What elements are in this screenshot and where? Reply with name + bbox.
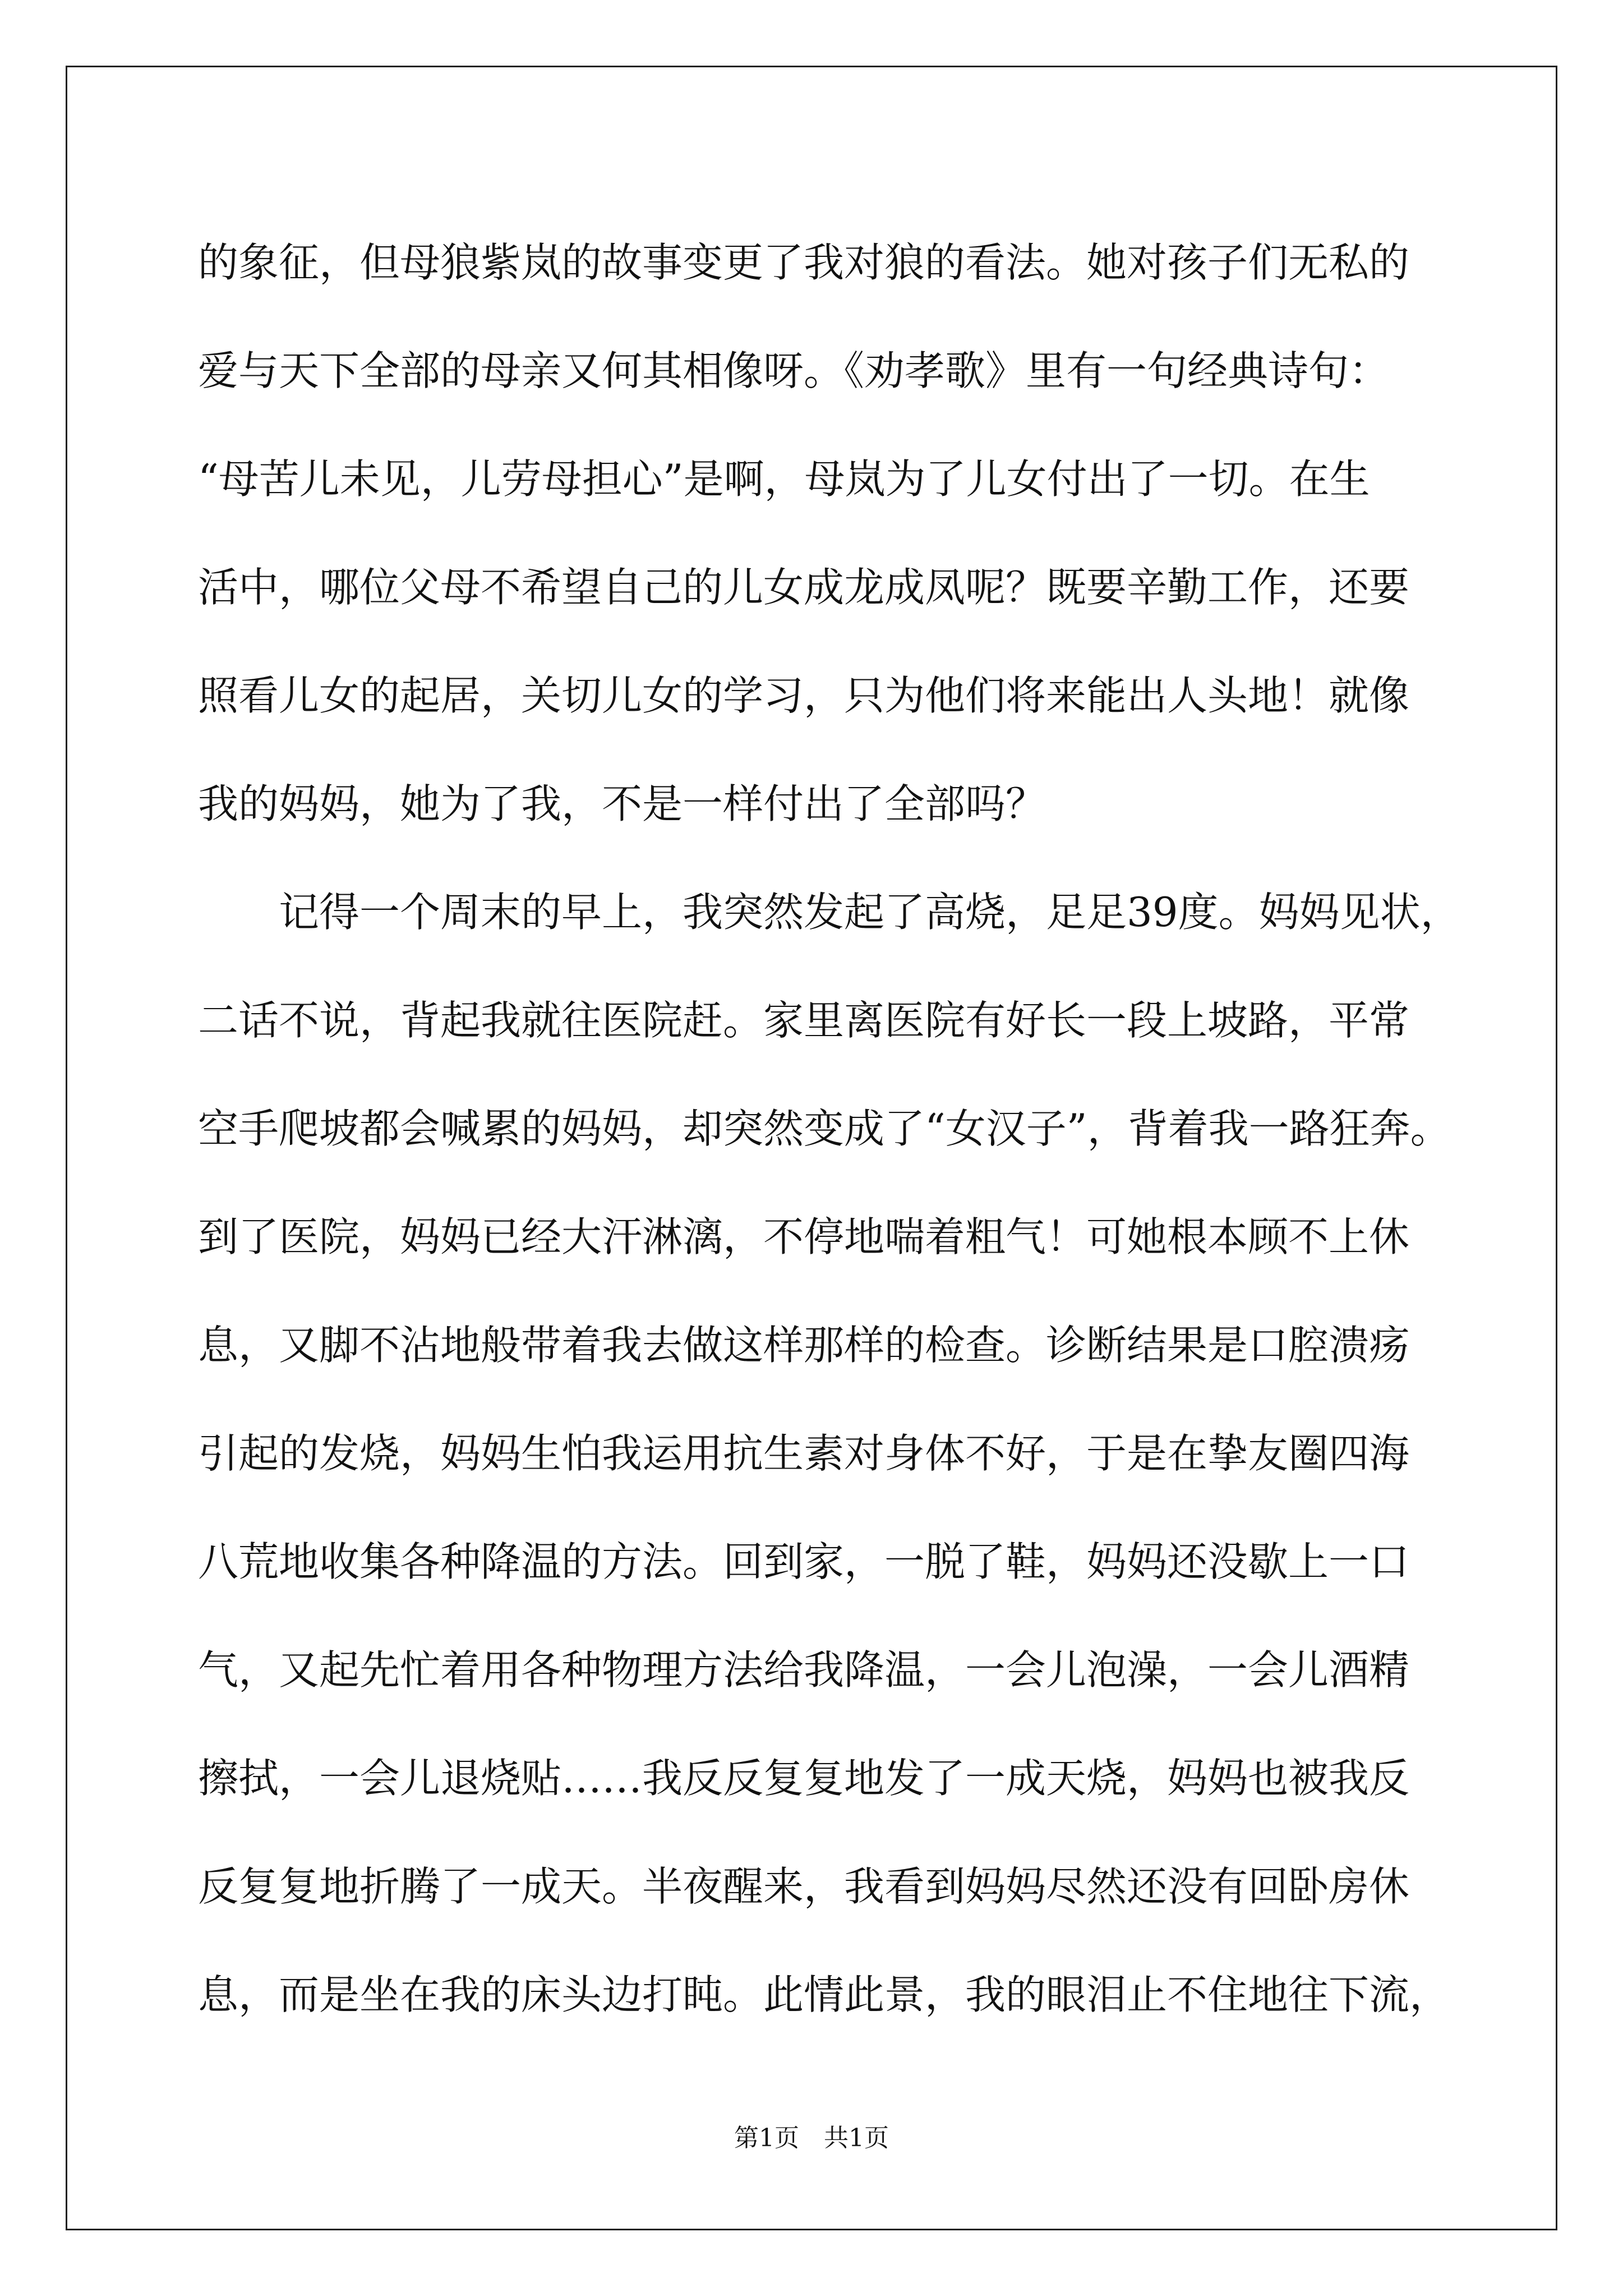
text-line: 照看儿女的起居，关切儿女的学习，只为他们将来能出人头地！就像 (198, 672, 1410, 719)
text-line: 息，而是坐在我的床头边打盹。此情此景，我的眼泪止不住地往下流， (198, 1971, 1450, 2018)
text-line: 到了医院，妈妈已经大汗淋漓，不停地喘着粗气！可她根本顾不上休 (198, 1213, 1410, 1260)
page-footer (0, 2122, 1623, 2155)
text-line: 反复复地折腾了一成天。半夜醒来，我看到妈妈尽然还没有回卧房休 (198, 1863, 1410, 1910)
page-number-total: 共1页 (824, 2124, 889, 2152)
text-line: 引起的发烧，妈妈生怕我运用抗生素对身体不好，于是在挚友圈四海 (198, 1430, 1410, 1477)
text-line: 擦拭，一会儿退烧贴……我反反复复地发了一成天烧，妈妈也被我反 (198, 1755, 1410, 1802)
paragraph-start-line: 记得一个周末的早上，我突然发起了高烧，足足39度。妈妈见状， (279, 889, 1461, 936)
text-line: 爱与天下全部的母亲又何其相像呀。《劝孝歌》里有一句经典诗句： (198, 347, 1390, 394)
text-line: “母苦儿未见，儿劳母担心”是啊，母岚为了儿女付出了一切。在生 (198, 455, 1370, 503)
text-line: 活中，哪位父母不希望自己的儿女成龙成凤呢？既要辛勤工作，还要 (198, 564, 1410, 611)
text-line: 息，又脚不沾地般带着我去做这样那样的检查。诊断结果是口腔溃疡 (198, 1322, 1410, 1369)
text-line: 的象征，但母狼紫岚的故事变更了我对狼的看法。她对孩子们无私的 (198, 239, 1410, 286)
document-body (198, 209, 1460, 2049)
text-line: 八荒地收集各种降温的方法。回到家，一脱了鞋，妈妈还没歇上一口 (198, 1538, 1410, 1585)
text-line: 二话不说，背起我就往医院赶。家里离医院有好长一段上坡路，平常 (198, 997, 1410, 1044)
text-line: 我的妈妈，她为了我，不是一样付出了全部吗？ (198, 780, 1046, 827)
text-line: 空手爬坡都会喊累的妈妈，却突然变成了“女汉子”，背着我一路狂奔。 (198, 1105, 1451, 1152)
page-number-current: 第1页 (734, 2124, 799, 2152)
text-line: 气，又起先忙着用各种物理方法给我降温，一会儿泡澡，一会儿酒精 (198, 1646, 1410, 1694)
